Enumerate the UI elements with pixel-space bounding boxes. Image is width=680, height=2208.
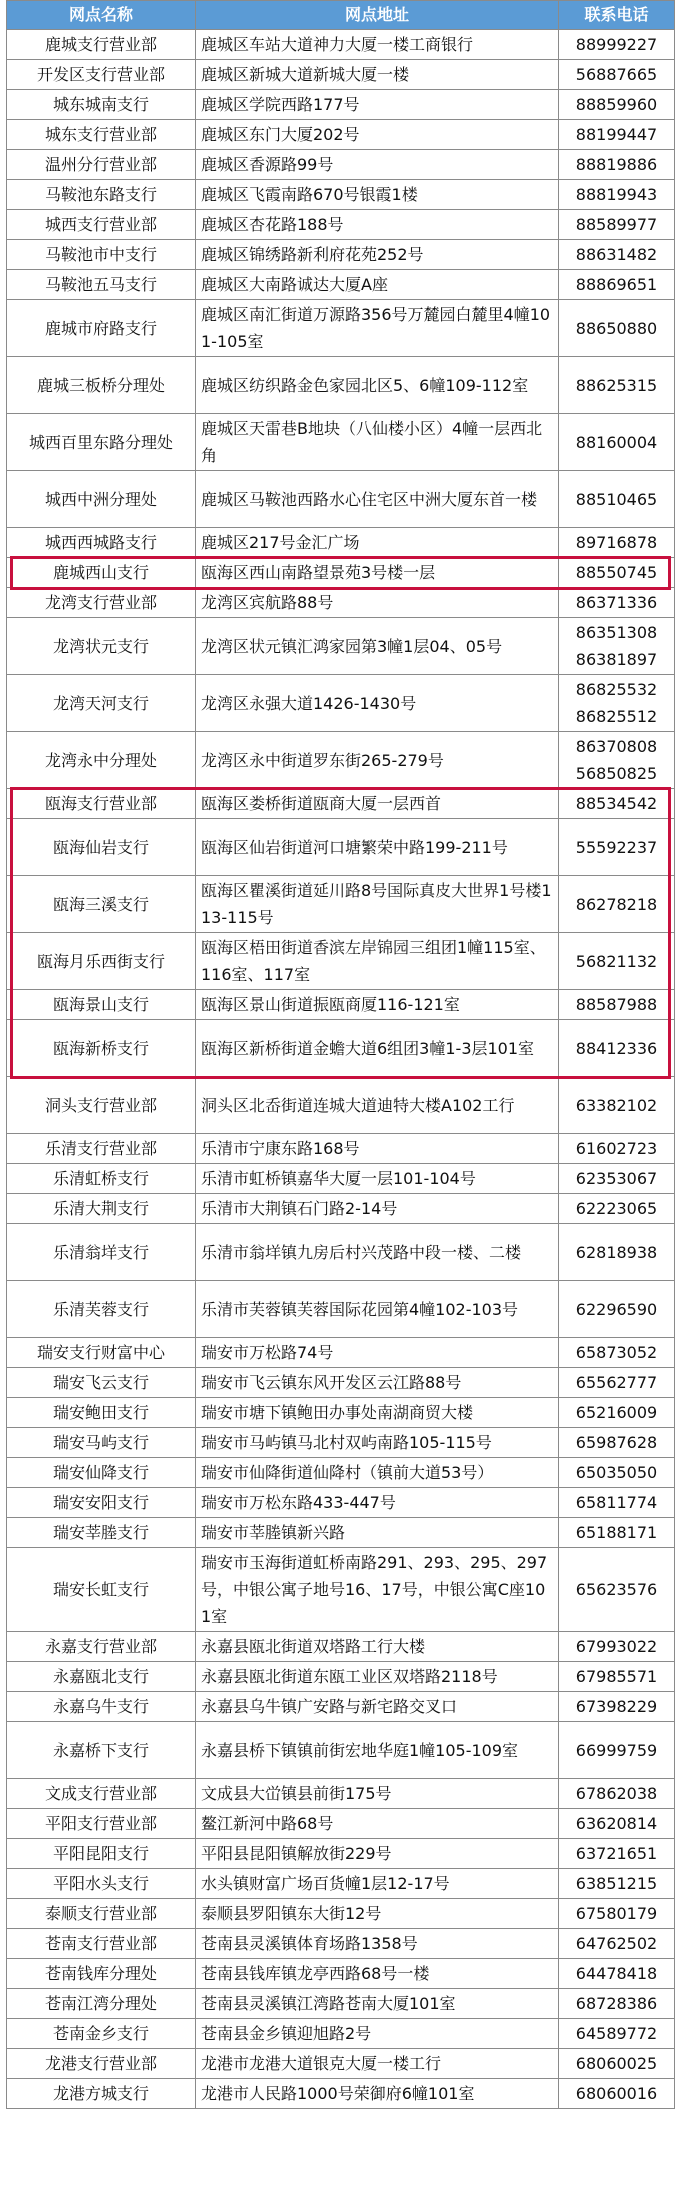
branch-address-cell: 瑞安市仙降街道仙降村（镇前大道53号） [196, 1458, 559, 1488]
table-row [7, 1077, 675, 1134]
table-row [7, 618, 675, 675]
table-row [7, 675, 675, 732]
branch-address-cell: 鹿城区东门大厦202号 [196, 120, 559, 150]
table-row [7, 270, 675, 300]
branch-address-cell: 鹿城区217号金汇广场 [196, 528, 559, 558]
branch-name-cell: 城东支行营业部 [7, 120, 196, 150]
branch-address-cell: 鳌江新河中路68号 [196, 1809, 559, 1839]
branch-table [6, 0, 675, 2109]
table-row [7, 1662, 675, 1692]
branch-phone-cell: 65188171 [559, 1518, 675, 1548]
branch-phone-cell: 68728386 [559, 1989, 675, 2019]
branch-name-cell: 乐清芙蓉支行 [7, 1281, 196, 1338]
branch-address-cell: 鹿城区车站大道神力大厦一楼工商银行 [196, 30, 559, 60]
table-row [7, 1632, 675, 1662]
table-row [7, 789, 675, 819]
branch-name-cell: 永嘉瓯北支行 [7, 1662, 196, 1692]
table-row [7, 1368, 675, 1398]
header-contact-phone: 联系电话 [559, 1, 675, 30]
table-row [7, 933, 675, 990]
branch-name-cell: 城西中洲分理处 [7, 471, 196, 528]
table-row [7, 1722, 675, 1779]
branch-name-cell: 平阳支行营业部 [7, 1809, 196, 1839]
branch-phone-cell: 88869651 [559, 270, 675, 300]
table-row [7, 1338, 675, 1368]
branch-address-cell: 泰顺县罗阳镇东大街12号 [196, 1899, 559, 1929]
branch-address-cell: 龙港市龙港大道银克大厦一楼工行 [196, 2049, 559, 2079]
branch-name-cell: 龙湾状元支行 [7, 618, 196, 675]
branch-phone-cell: 86278218 [559, 876, 675, 933]
branch-phone-cell: 67862038 [559, 1779, 675, 1809]
table-row [7, 210, 675, 240]
table-row [7, 1281, 675, 1338]
branch-address-cell: 瓯海区梧田街道香滨左岸锦园三组团1幢115室、116室、117室 [196, 933, 559, 990]
branch-address-cell: 鹿城区香源路99号 [196, 150, 559, 180]
table-row [7, 732, 675, 789]
branch-name-cell: 瑞安莘塍支行 [7, 1518, 196, 1548]
branch-address-cell: 鹿城区大南路诚达大厦A座 [196, 270, 559, 300]
branch-address-cell: 龙湾区永强大道1426-1430号 [196, 675, 559, 732]
branch-address-cell: 瓯海区景山街道振瓯商厦116-121室 [196, 990, 559, 1020]
branch-address-cell: 乐清市宁康东路168号 [196, 1134, 559, 1164]
table-row [7, 60, 675, 90]
table-row [7, 1020, 675, 1077]
table-row [7, 990, 675, 1020]
branch-address-cell: 洞头区北岙街道连城大道迪特大楼A102工行 [196, 1077, 559, 1134]
branch-name-cell: 鹿城市府路支行 [7, 300, 196, 357]
branch-phone-cell: 65035050 [559, 1458, 675, 1488]
table-row [7, 2019, 675, 2049]
table-row [7, 1428, 675, 1458]
branch-phone-cell: 67993022 [559, 1632, 675, 1662]
branch-phone-cell: 88819943 [559, 180, 675, 210]
branch-name-cell: 苍南江湾分理处 [7, 1989, 196, 2019]
branch-phone-cell: 68060016 [559, 2079, 675, 2109]
branch-name-cell: 龙港方城支行 [7, 2079, 196, 2109]
branch-name-cell: 龙湾永中分理处 [7, 732, 196, 789]
branch-address-cell: 瑞安市玉海街道虹桥南路291、293、295、297号，中银公寓子地号16、17号，中银公寓C座101室 [196, 1548, 559, 1632]
table-row [7, 1779, 675, 1809]
branch-address-cell: 鹿城区学院西路177号 [196, 90, 559, 120]
branch-phone-cell: 65216009 [559, 1398, 675, 1428]
branch-phone-cell: 68060025 [559, 2049, 675, 2079]
table-row [7, 300, 675, 357]
branch-address-cell: 瓯海区娄桥街道瓯商大厦一层西首 [196, 789, 559, 819]
table-header-row [7, 1, 675, 30]
table-row [7, 1518, 675, 1548]
branch-phone-cell: 65811774 [559, 1488, 675, 1518]
branch-address-cell: 瓯海区瞿溪街道延川路8号国际真皮大世界1号楼113-115号 [196, 876, 559, 933]
branch-name-cell: 乐清大荆支行 [7, 1194, 196, 1224]
branch-name-cell: 瑞安安阳支行 [7, 1488, 196, 1518]
branch-address-cell: 鹿城区飞霞南路670号银霞1楼 [196, 180, 559, 210]
table-row [7, 357, 675, 414]
branch-name-cell: 瑞安鲍田支行 [7, 1398, 196, 1428]
table-row [7, 414, 675, 471]
branch-phone-cell: 88819886 [559, 150, 675, 180]
branch-address-cell: 永嘉县桥下镇镇前街宏地华庭1幢105-109室 [196, 1722, 559, 1779]
table-body [7, 30, 675, 2109]
branch-address-cell: 乐清市虹桥镇嘉华大厦一层101-104号 [196, 1164, 559, 1194]
table-row [7, 1839, 675, 1869]
branch-phone-cell: 86371336 [559, 588, 675, 618]
branch-phone-cell: 65623576 [559, 1548, 675, 1632]
branch-address-cell: 文成县大峃镇县前街175号 [196, 1779, 559, 1809]
branch-address-cell: 瓯海区仙岩街道河口塘繁荣中路199-211号 [196, 819, 559, 876]
branch-address-cell: 瑞安市万松东路433-447号 [196, 1488, 559, 1518]
table-row [7, 1989, 675, 2019]
branch-phone-cell: 56821132 [559, 933, 675, 990]
branch-phone-cell: 86825532 86825512 [559, 675, 675, 732]
table-row [7, 1398, 675, 1428]
branch-address-cell: 水头镇财富广场百货幢1层12-17号 [196, 1869, 559, 1899]
table-row [7, 240, 675, 270]
branch-address-cell: 龙港市人民路1000号荣御府6幢101室 [196, 2079, 559, 2109]
branch-name-cell: 龙湾支行营业部 [7, 588, 196, 618]
branch-address-cell: 龙湾区宾航路88号 [196, 588, 559, 618]
branch-phone-cell: 67398229 [559, 1692, 675, 1722]
branch-name-cell: 鹿城三板桥分理处 [7, 357, 196, 414]
branch-address-cell: 平阳县昆阳镇解放街229号 [196, 1839, 559, 1869]
branch-phone-cell: 62818938 [559, 1224, 675, 1281]
branch-phone-cell: 88587988 [559, 990, 675, 1020]
table-row [7, 558, 675, 588]
branch-name-cell: 城东城南支行 [7, 90, 196, 120]
branch-name-cell: 龙港支行营业部 [7, 2049, 196, 2079]
branch-name-cell: 瓯海支行营业部 [7, 789, 196, 819]
branch-phone-cell: 88589977 [559, 210, 675, 240]
branch-name-cell: 瑞安支行财富中心 [7, 1338, 196, 1368]
branch-address-cell: 鹿城区南汇街道万源路356号万麓园白麓里4幢101-105室 [196, 300, 559, 357]
branch-name-cell: 城西百里东路分理处 [7, 414, 196, 471]
branch-phone-cell: 64589772 [559, 2019, 675, 2049]
branch-phone-cell: 62223065 [559, 1194, 675, 1224]
branch-name-cell: 洞头支行营业部 [7, 1077, 196, 1134]
branch-name-cell: 马鞍池五马支行 [7, 270, 196, 300]
branch-address-cell: 乐清市大荆镇石门路2-14号 [196, 1194, 559, 1224]
branch-address-cell: 鹿城区新城大道新城大厦一楼 [196, 60, 559, 90]
branch-name-cell: 瓯海仙岩支行 [7, 819, 196, 876]
branch-name-cell: 文成支行营业部 [7, 1779, 196, 1809]
branch-phone-cell: 88625315 [559, 357, 675, 414]
table-row [7, 30, 675, 60]
branch-phone-cell: 88412336 [559, 1020, 675, 1077]
branch-name-cell: 永嘉桥下支行 [7, 1722, 196, 1779]
table-row [7, 1899, 675, 1929]
branch-phone-cell: 88510465 [559, 471, 675, 528]
table-row [7, 120, 675, 150]
branch-name-cell: 城西支行营业部 [7, 210, 196, 240]
branch-name-cell: 温州分行营业部 [7, 150, 196, 180]
branch-phone-cell: 63851215 [559, 1869, 675, 1899]
branch-phone-cell: 88199447 [559, 120, 675, 150]
branch-phone-cell: 67985571 [559, 1662, 675, 1692]
branch-address-cell: 鹿城区天雷巷B地块（八仙楼小区）4幢一层西北角 [196, 414, 559, 471]
branch-name-cell: 乐清虹桥支行 [7, 1164, 196, 1194]
branch-phone-cell: 88650880 [559, 300, 675, 357]
branch-name-cell: 乐清翁垟支行 [7, 1224, 196, 1281]
header-branch-address: 网点地址 [196, 1, 559, 30]
table-row [7, 90, 675, 120]
branch-name-cell: 平阳昆阳支行 [7, 1839, 196, 1869]
branch-name-cell: 平阳水头支行 [7, 1869, 196, 1899]
branch-address-cell: 乐清市翁垟镇九房后村兴茂路中段一楼、二楼 [196, 1224, 559, 1281]
table-row [7, 471, 675, 528]
branch-address-cell: 龙湾区状元镇汇鸿家园第3幢1层04、05号 [196, 618, 559, 675]
branch-phone-cell: 63721651 [559, 1839, 675, 1869]
branch-name-cell: 瑞安仙降支行 [7, 1458, 196, 1488]
branch-name-cell: 瑞安长虹支行 [7, 1548, 196, 1632]
branch-phone-cell: 62296590 [559, 1281, 675, 1338]
table-row [7, 1194, 675, 1224]
branch-address-cell: 永嘉县乌牛镇广安路与新宅路交叉口 [196, 1692, 559, 1722]
branch-phone-cell: 88550745 [559, 558, 675, 588]
branch-phone-cell: 64478418 [559, 1959, 675, 1989]
branch-phone-cell: 88999227 [559, 30, 675, 60]
branch-phone-cell: 63620814 [559, 1809, 675, 1839]
table-row [7, 588, 675, 618]
branch-address-cell: 瑞安市塘下镇鲍田办事处南湖商贸大楼 [196, 1398, 559, 1428]
branch-name-cell: 瓯海三溪支行 [7, 876, 196, 933]
branch-phone-cell: 64762502 [559, 1929, 675, 1959]
branch-address-cell: 乐清市芙蓉镇芙蓉国际花园第4幢102-103号 [196, 1281, 559, 1338]
table-row [7, 1929, 675, 1959]
branch-name-cell: 乐清支行营业部 [7, 1134, 196, 1164]
branch-address-cell: 永嘉县瓯北街道双塔路工行大楼 [196, 1632, 559, 1662]
branch-name-cell: 瓯海景山支行 [7, 990, 196, 1020]
branch-phone-cell: 61602723 [559, 1134, 675, 1164]
branch-phone-cell: 86370808 56850825 [559, 732, 675, 789]
branch-phone-cell: 66999759 [559, 1722, 675, 1779]
branch-address-cell: 鹿城区锦绣路新利府花苑252号 [196, 240, 559, 270]
branch-address-cell: 瑞安市莘塍镇新兴路 [196, 1518, 559, 1548]
table-row [7, 2079, 675, 2109]
branch-phone-cell: 65987628 [559, 1428, 675, 1458]
table-row [7, 180, 675, 210]
branch-name-cell: 马鞍池市中支行 [7, 240, 196, 270]
table-row [7, 2049, 675, 2079]
table-row [7, 1458, 675, 1488]
branch-address-cell: 苍南县灵溪镇体育场路1358号 [196, 1929, 559, 1959]
table-row [7, 150, 675, 180]
branch-name-cell: 永嘉乌牛支行 [7, 1692, 196, 1722]
table-row [7, 1488, 675, 1518]
branch-name-cell: 瑞安飞云支行 [7, 1368, 196, 1398]
branch-address-cell: 苍南县钱库镇龙亭西路68号一楼 [196, 1959, 559, 1989]
branch-name-cell: 苍南钱库分理处 [7, 1959, 196, 1989]
branch-phone-cell: 67580179 [559, 1899, 675, 1929]
table-row [7, 1692, 675, 1722]
table-row [7, 1224, 675, 1281]
branch-phone-cell: 88534542 [559, 789, 675, 819]
branch-address-cell: 鹿城区杏花路188号 [196, 210, 559, 240]
branch-phone-cell: 88631482 [559, 240, 675, 270]
branch-name-cell: 瓯海新桥支行 [7, 1020, 196, 1077]
branch-address-cell: 瑞安市马屿镇马北村双屿南路105-115号 [196, 1428, 559, 1458]
table-row [7, 1164, 675, 1194]
branch-name-cell: 龙湾天河支行 [7, 675, 196, 732]
table-row [7, 1548, 675, 1632]
branch-address-cell: 瑞安市飞云镇东风开发区云江路88号 [196, 1368, 559, 1398]
table-row [7, 1134, 675, 1164]
branch-phone-cell: 86351308 86381897 [559, 618, 675, 675]
branch-address-cell: 瑞安市万松路74号 [196, 1338, 559, 1368]
branch-phone-cell: 63382102 [559, 1077, 675, 1134]
branch-name-cell: 马鞍池东路支行 [7, 180, 196, 210]
branch-address-cell: 瓯海区新桥街道金蟾大道6组团3幢1-3层101室 [196, 1020, 559, 1077]
branch-phone-cell: 56887665 [559, 60, 675, 90]
branch-name-cell: 瑞安马屿支行 [7, 1428, 196, 1458]
branch-name-cell: 鹿城西山支行 [7, 558, 196, 588]
branch-phone-cell: 55592237 [559, 819, 675, 876]
branch-phone-cell: 88160004 [559, 414, 675, 471]
branch-name-cell: 开发区支行营业部 [7, 60, 196, 90]
branch-name-cell: 瓯海月乐西街支行 [7, 933, 196, 990]
header-branch-name: 网点名称 [7, 1, 196, 30]
branch-name-cell: 鹿城支行营业部 [7, 30, 196, 60]
branch-address-cell: 苍南县金乡镇迎旭路2号 [196, 2019, 559, 2049]
branch-phone-cell: 65873052 [559, 1338, 675, 1368]
branch-address-cell: 永嘉县瓯北街道东瓯工业区双塔路2118号 [196, 1662, 559, 1692]
branch-name-cell: 城西西城路支行 [7, 528, 196, 558]
branch-name-cell: 永嘉支行营业部 [7, 1632, 196, 1662]
branch-address-cell: 瓯海区西山南路望景苑3号楼一层 [196, 558, 559, 588]
branch-name-cell: 苍南支行营业部 [7, 1929, 196, 1959]
table-row [7, 1809, 675, 1839]
branch-phone-cell: 89716878 [559, 528, 675, 558]
table-row [7, 1959, 675, 1989]
branch-phone-cell: 62353067 [559, 1164, 675, 1194]
branch-name-cell: 苍南金乡支行 [7, 2019, 196, 2049]
table-row [7, 819, 675, 876]
branch-phone-cell: 65562777 [559, 1368, 675, 1398]
branch-address-cell: 龙湾区永中街道罗东街265-279号 [196, 732, 559, 789]
table-row [7, 1869, 675, 1899]
table-row [7, 528, 675, 558]
branch-name-cell: 泰顺支行营业部 [7, 1899, 196, 1929]
branch-address-cell: 鹿城区马鞍池西路水心住宅区中洲大厦东首一楼 [196, 471, 559, 528]
branch-phone-cell: 88859960 [559, 90, 675, 120]
branch-address-cell: 苍南县灵溪镇江湾路苍南大厦101室 [196, 1989, 559, 2019]
table-row [7, 876, 675, 933]
branch-address-cell: 鹿城区纺织路金色家园北区5、6幢109-112室 [196, 357, 559, 414]
